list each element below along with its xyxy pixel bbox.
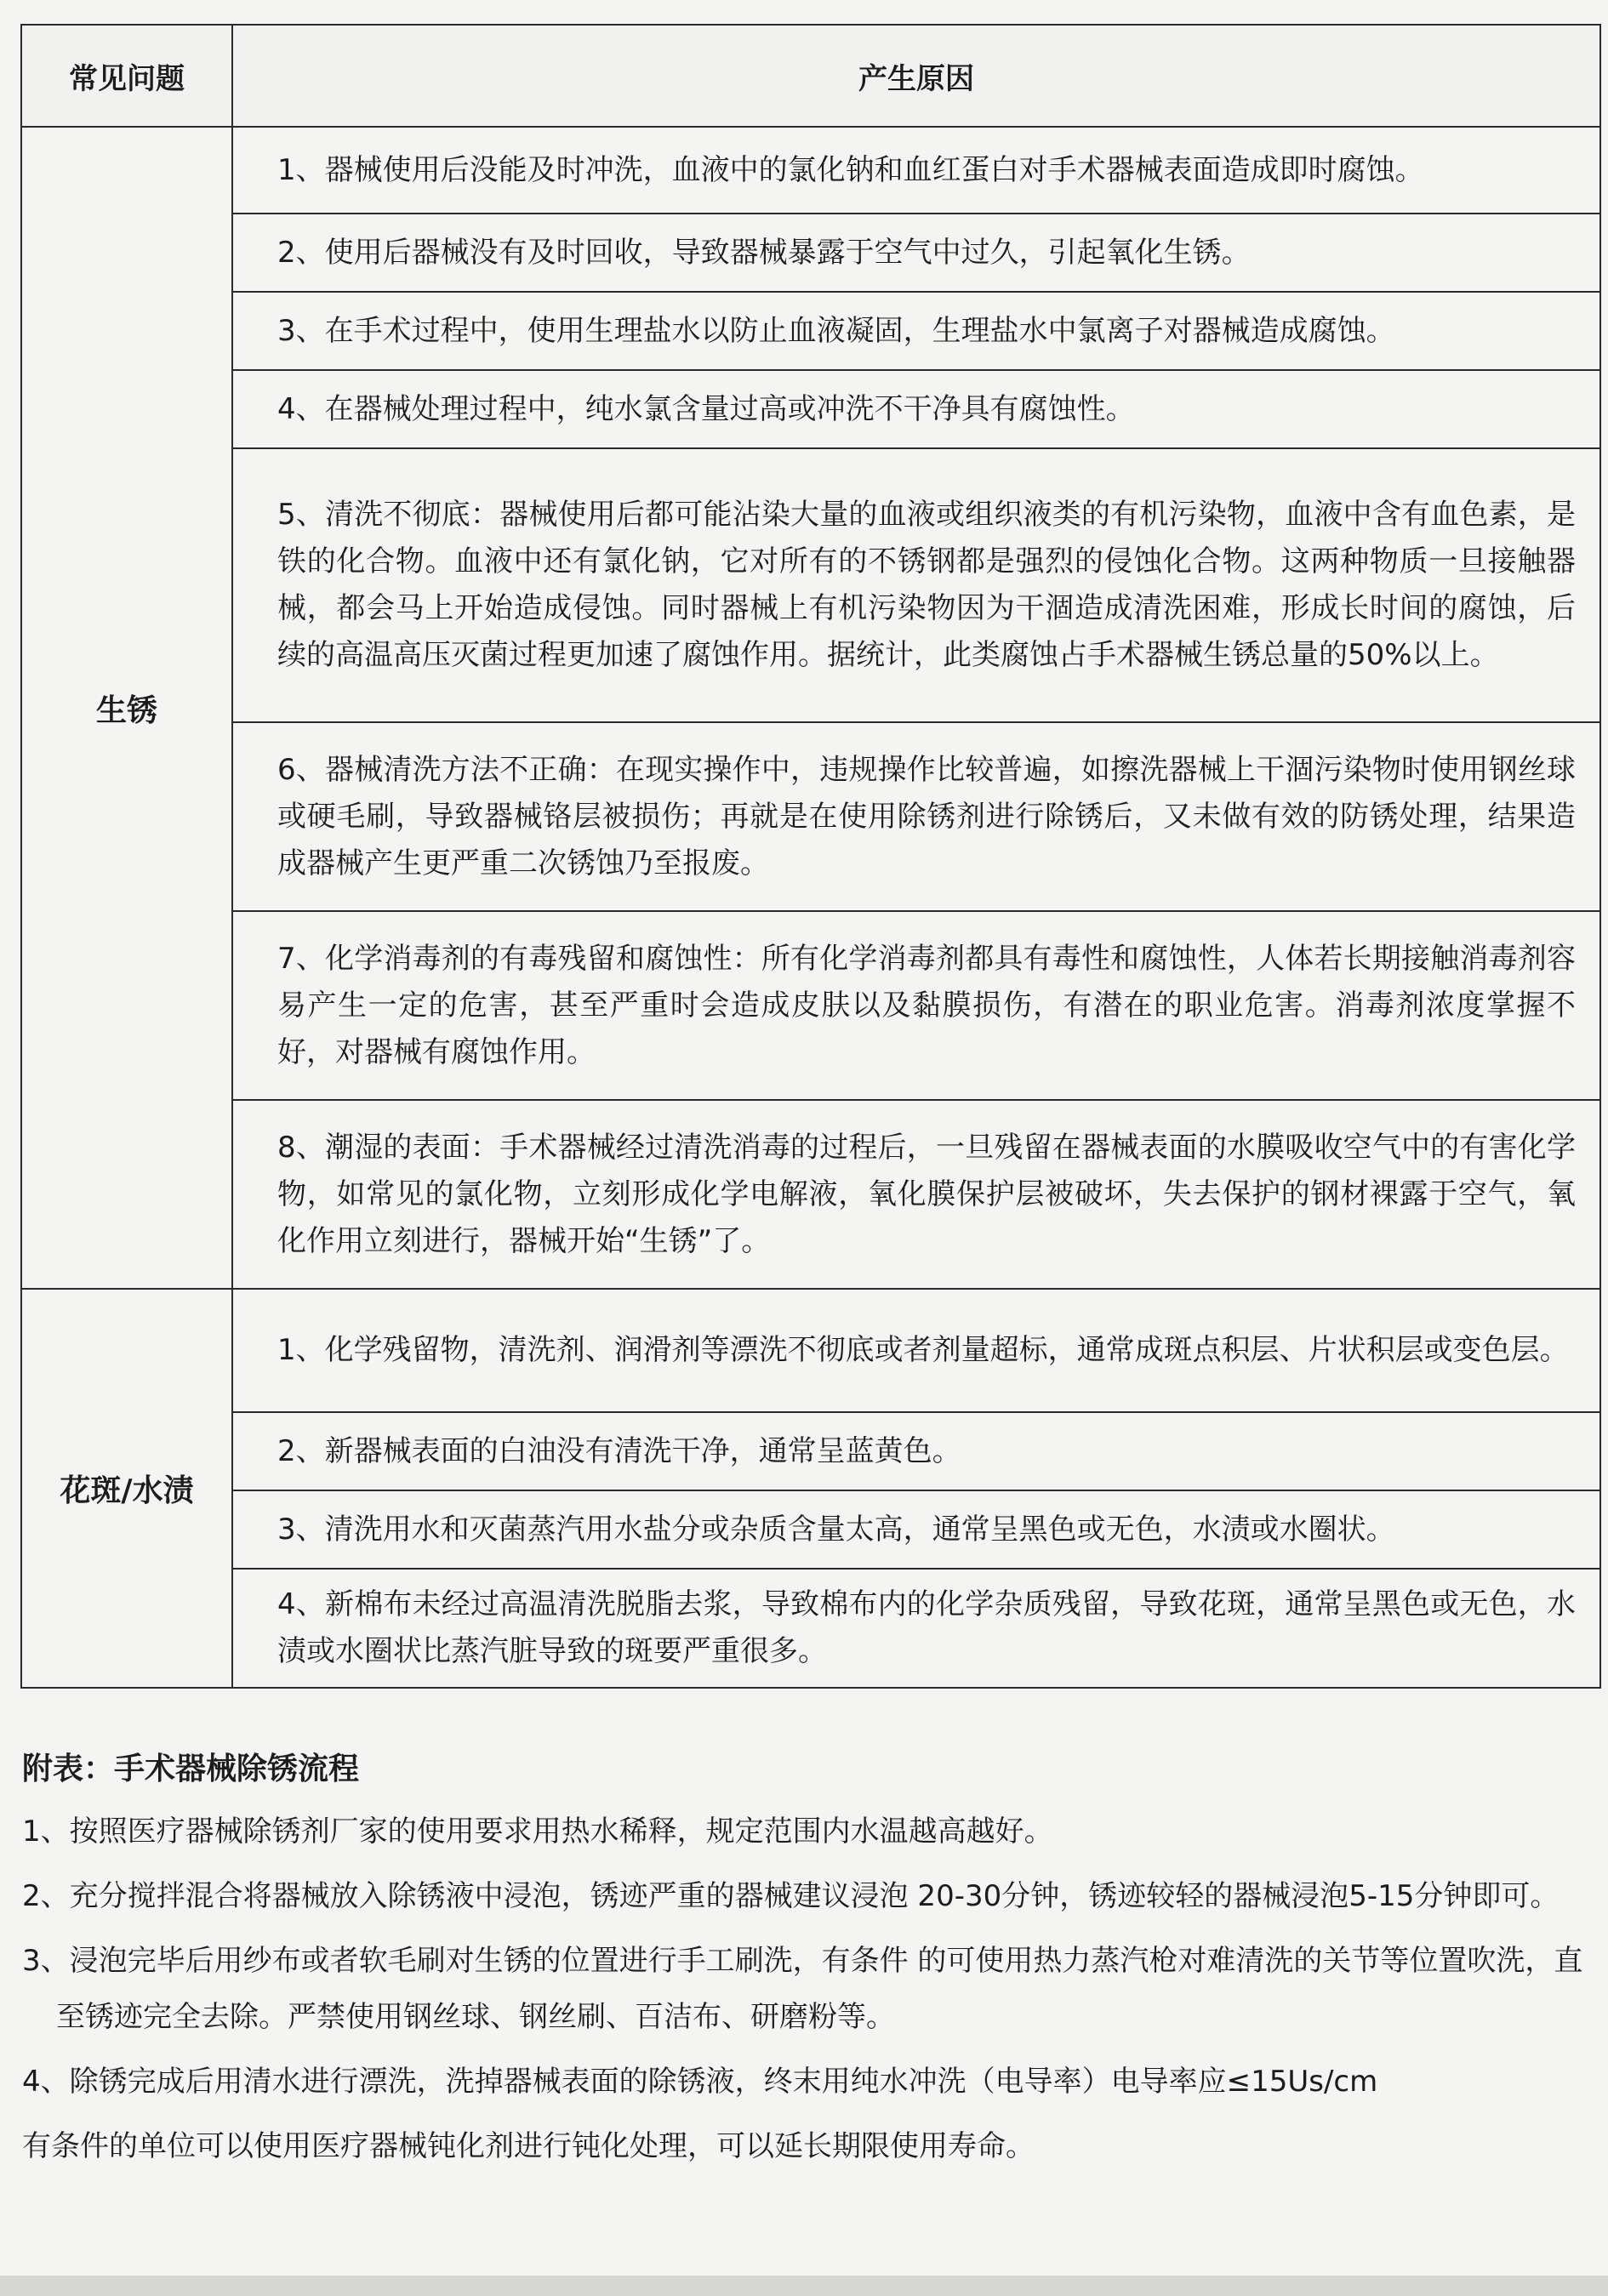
issue-rust: 生锈	[21, 127, 232, 1289]
table-row	[21, 911, 1600, 1100]
cause-cell: 1、器械使用后没能及时冲洗，血液中的氯化钠和血红蛋白对手术器械表面造成即时腐蚀。	[232, 127, 1600, 214]
cause-cell: 7、化学消毒剂的有毒残留和腐蚀性：所有化学消毒剂都具有毒性和腐蚀性，人体若长期接触消毒剂容易产生一定的危害，甚至严重时会造成皮肤以及黏膜损伤，有潜在的职业危害。消毒剂浓度掌握不好，对器械有腐蚀作用。	[232, 911, 1600, 1100]
appendix-step: 1、按照医疗器械除锈剂厂家的使用要求用热水稀释，规定范围内水温越高越好。	[22, 1815, 1053, 1849]
cause-cell: 2、使用后器械没有及时回收，导致器械暴露于空气中过久，引起氧化生锈。	[232, 214, 1600, 292]
appendix-step: 3、浸泡完毕后用纱布或者软毛刷对生锈的位置进行手工刷洗，有条件 的可使用热力蒸汽枪对难清洗的关节等位置吹洗，直至锈迹完全去除。严禁使用钢丝球、钢丝刷、百洁布、研磨粉等。	[22, 1944, 1583, 2034]
table-row	[21, 1100, 1600, 1289]
cause-cell: 4、新棉布未经过高温清洗脱脂去浆，导致棉布内的化学杂质残留，导致花斑，通常呈黑色或无色，水渍或水圈状比蒸汽脏导致的斑要严重很多。	[232, 1569, 1600, 1688]
table-row	[21, 722, 1600, 911]
table-row	[21, 1490, 1600, 1569]
cause-cell: 8、潮湿的表面：手术器械经过清洗消毒的过程后，一旦残留在器械表面的水膜吸收空气中的有害化学物，如常见的氯化物，立刻形成化学电解液，氧化膜保护层被破坏，失去保护的钢材裸露于空气，氧化作用立刻进行，器械开始“生锈”了。	[232, 1100, 1600, 1289]
table-row	[21, 1412, 1600, 1490]
cause-cell: 6、器械清洗方法不正确：在现实操作中，违规操作比较普遍，如擦洗器械上干涸污染物时使用钢丝球或硬毛刷，导致器械铬层被损伤；再就是在使用除锈剂进行除锈后，又未做有效的防锈处理，结果造成器械产生更严重二次锈蚀乃至报废。	[232, 722, 1600, 911]
header-issue: 常见问题	[21, 25, 232, 127]
table-row	[21, 1289, 1600, 1412]
appendix-step: 有条件的单位可以使用医疗器械钝化剂进行钝化处理，可以延长期限使用寿命。	[22, 2129, 1035, 2163]
issue-stain: 花斑/水渍	[21, 1289, 232, 1688]
cause-cell: 1、化学残留物，清洗剂、润滑剂等漂洗不彻底或者剂量超标，通常成斑点积层、片状积层或变色层。	[232, 1289, 1600, 1412]
appendix-step: 2、充分搅拌混合将器械放入除锈液中浸泡，锈迹严重的器械建议浸泡 20-30分钟，锈迹较轻的器械浸泡5-15分钟即可。	[22, 1879, 1560, 1913]
header-cause: 产生原因	[232, 25, 1600, 127]
cause-cell: 5、清洗不彻底：器械使用后都可能沾染大量的血液或组织液类的有机污染物，血液中含有血色素，是铁的化合物。血液中还有氯化钠，它对所有的不锈钢都是强烈的侵蚀化合物。这两种物质一旦接触器械，都会马上开始造成侵蚀。同时器械上有机污染物因为干涸造成清洗困难，形成长时间的腐蚀，后续的高温高压灭菌过程更加速了腐蚀作用。据统计，此类腐蚀占手术器械生锈总量的50%以上。	[232, 448, 1600, 722]
appendix-section	[22, 1735, 1588, 2183]
cause-cell: 3、清洗用水和灭菌蒸汽用水盐分或杂质含量太高，通常呈黑色或无色，水渍或水圈状。	[232, 1490, 1600, 1569]
table-row	[21, 214, 1600, 292]
table-row	[21, 292, 1600, 370]
table-row	[21, 370, 1600, 448]
cause-cell: 3、在手术过程中，使用生理盐水以防止血液凝固，生理盐水中氯离子对器械造成腐蚀。	[232, 292, 1600, 370]
table-row	[21, 448, 1600, 722]
table-row	[21, 127, 1600, 214]
table-row	[21, 1569, 1600, 1688]
causes-table	[20, 24, 1601, 1689]
appendix-step: 4、除锈完成后用清水进行漂洗，洗掉器械表面的除锈液，终末用纯水冲洗（电导率）电导率应≤15Us/cm	[22, 2065, 1378, 2099]
appendix-title: 附表：手术器械除锈流程	[22, 1752, 360, 1786]
page-bottom-band	[0, 2276, 1608, 2296]
table-header-row	[21, 25, 1600, 127]
cause-cell: 4、在器械处理过程中，纯水氯含量过高或冲洗不干净具有腐蚀性。	[232, 370, 1600, 448]
cause-cell: 2、新器械表面的白油没有清洗干净，通常呈蓝黄色。	[232, 1412, 1600, 1490]
